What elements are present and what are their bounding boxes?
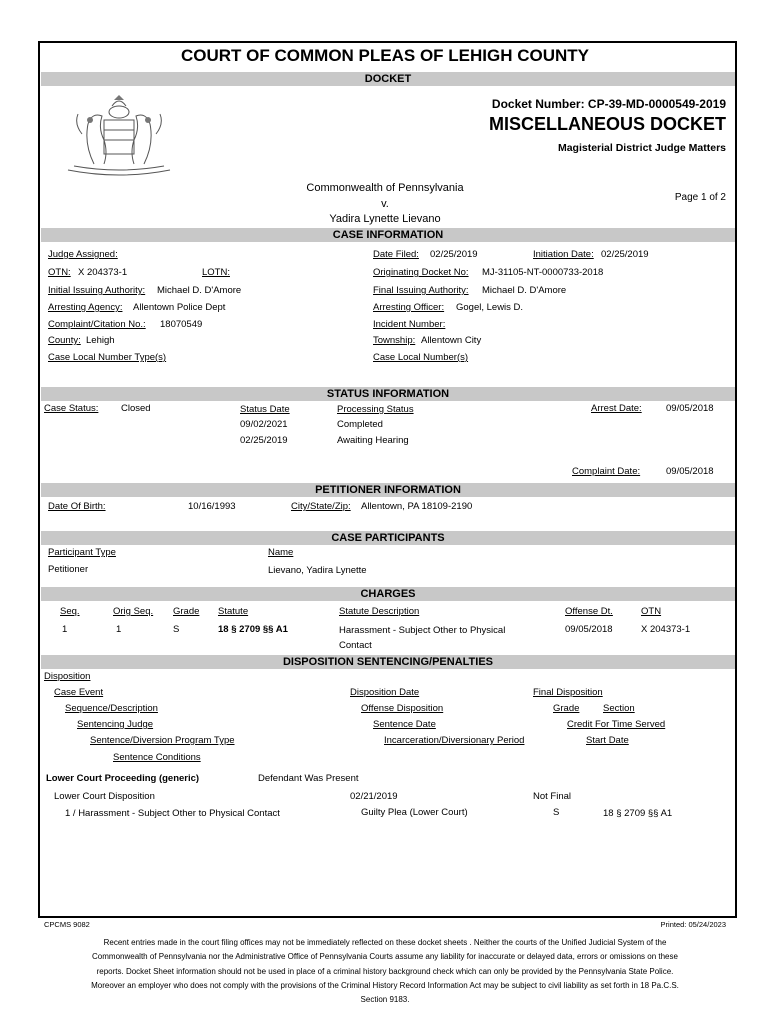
sentencing-judge-label: Sentencing Judge bbox=[77, 719, 154, 730]
offense-line: 1 / Harassment - Subject Other to Physical Contact bbox=[65, 808, 280, 819]
processing-status-label: Processing Status bbox=[337, 404, 414, 415]
sentence-date-label: Sentence Date bbox=[373, 719, 436, 730]
arrest-date-label: Arrest Date: bbox=[591, 403, 642, 414]
township: Allentown City bbox=[421, 335, 482, 346]
offense-disposition: Guilty Plea (Lower Court) bbox=[361, 807, 468, 818]
status-information-bar: STATUS INFORMATION bbox=[41, 387, 735, 401]
charges-header-description: Statute Description bbox=[339, 606, 420, 617]
lower-disposition-final: Not Final bbox=[533, 791, 572, 802]
proceeding-label: Lower Court Proceeding (generic) bbox=[46, 773, 200, 784]
otn: X 204373-1 bbox=[78, 267, 128, 278]
caption-line1: Commonwealth of Pennsylvania bbox=[306, 182, 464, 194]
initiation-date-label: Initiation Date: bbox=[533, 249, 594, 260]
arresting-agency-label: Arresting Agency: bbox=[48, 302, 123, 313]
docket-bar: DOCKET bbox=[41, 72, 735, 86]
caption-line2: v. bbox=[381, 198, 389, 210]
docket-number: Docket Number: CP-39-MD-0000549-2019 bbox=[491, 97, 726, 111]
lower-disposition-date: 02/21/2019 bbox=[350, 791, 398, 802]
offense-section: 18 § 2709 §§ A1 bbox=[603, 808, 673, 819]
township-label: Township: bbox=[373, 335, 416, 346]
charge-otn: X 204373-1 bbox=[641, 624, 691, 635]
complaint-date-label: Complaint Date: bbox=[572, 466, 641, 477]
case-status-label: Case Status: bbox=[44, 403, 99, 414]
caption-line3: Yadira Lynette Lievano bbox=[329, 213, 441, 225]
docket-subtype: Magisterial District Judge Matters bbox=[557, 142, 726, 154]
charges-header-otn: OTN bbox=[641, 606, 662, 617]
otn-label: OTN: bbox=[48, 267, 71, 278]
lotn-label: LOTN: bbox=[202, 267, 230, 278]
charge-description-line1: Harassment - Subject Other to Physical bbox=[339, 625, 506, 636]
proceeding-note: Defendant Was Present bbox=[258, 773, 359, 784]
printed-date: Printed: 05/24/2023 bbox=[660, 920, 726, 929]
disclaimer: Recent entries made in the court filing offices may not be immediately reflected on these docket sheets . Neither the courts of the Unified Judicial System of the Commonwealth of Pennsylvania nor the Administrative Office of Pennsylvania Courts assume any liability for inaccurate or delayed data, errors or omissions on these reports. Docket Sheet information should not be used in place of a criminal history background check which can only be provided by the Pennsylvania State Police. Moreover an employer who does not comply with the provisions of the Criminal History Record Information Act may be subject to civil liability as set forth in 18 Pa.C.S. Section 9183. bbox=[91, 938, 679, 1005]
city-state-zip-label: City/State/Zip: bbox=[291, 501, 351, 512]
initial-authority-label: Initial Issuing Authority: bbox=[48, 285, 146, 296]
grade-label: Grade bbox=[553, 703, 580, 714]
charges-header-statute: Statute bbox=[218, 606, 249, 617]
status-row-status: Completed bbox=[337, 419, 383, 430]
lower-disposition-label: Lower Court Disposition bbox=[54, 791, 155, 802]
petitioner-information-bar: PETITIONER INFORMATION bbox=[41, 483, 735, 497]
court-title: COURT OF COMMON PLEAS OF LEHIGH COUNTY bbox=[181, 46, 589, 65]
initiation-date: 02/25/2019 bbox=[601, 249, 649, 260]
charge-orig-seq: 1 bbox=[116, 624, 122, 635]
status-row-status: Awaiting Hearing bbox=[337, 435, 409, 446]
county: Lehigh bbox=[86, 335, 115, 346]
credit-time-served-label: Credit For Time Served bbox=[567, 719, 666, 730]
judge-assigned-label: Judge Assigned: bbox=[48, 249, 118, 260]
charge-description-line2: Contact bbox=[339, 640, 372, 651]
dob-label: Date Of Birth: bbox=[48, 501, 106, 512]
charge-offense-date: 09/05/2018 bbox=[565, 624, 613, 635]
case-local-type-label: Case Local Number Type(s) bbox=[48, 352, 167, 363]
status-row-date: 02/25/2019 bbox=[240, 435, 288, 446]
charge-seq: 1 bbox=[62, 624, 68, 635]
participant-name: Lievano, Yadira Lynette bbox=[268, 565, 367, 576]
dob: 10/16/1993 bbox=[188, 501, 236, 512]
date-filed-label: Date Filed: bbox=[373, 249, 419, 260]
charges-bar: CHARGES bbox=[41, 587, 735, 601]
final-authority-label: Final Issuing Authority: bbox=[373, 285, 469, 296]
arresting-officer: Gogel, Lewis D. bbox=[456, 302, 524, 313]
charge-statute: 18 § 2709 §§ A1 bbox=[218, 624, 288, 635]
case-event-label: Case Event bbox=[54, 687, 104, 698]
pennsylvania-seal-icon bbox=[54, 94, 184, 176]
date-filed: 02/25/2019 bbox=[430, 249, 478, 260]
case-status: Closed bbox=[121, 403, 151, 414]
disposition-bar: DISPOSITION SENTENCING/PENALTIES bbox=[41, 655, 735, 669]
originating-docket: MJ-31105-NT-0000733-2018 bbox=[482, 267, 604, 278]
disposition-date-label: Disposition Date bbox=[350, 687, 420, 698]
offense-grade: S bbox=[553, 807, 560, 818]
offense-disposition-label: Offense Disposition bbox=[361, 703, 444, 714]
final-authority: Michael D. D'Amore bbox=[482, 285, 567, 296]
status-row-date: 09/02/2021 bbox=[240, 419, 288, 430]
form-id: CPCMS 9082 bbox=[44, 920, 90, 929]
case-participants-bar: CASE PARTICIPANTS bbox=[41, 531, 735, 545]
arrest-date: 09/05/2018 bbox=[666, 403, 714, 414]
complaint-number: 18070549 bbox=[160, 319, 203, 330]
participant-type: Petitioner bbox=[48, 564, 89, 575]
case-information-bar: CASE INFORMATION bbox=[41, 228, 735, 242]
sentence-program-label: Sentence/Diversion Program Type bbox=[90, 735, 235, 746]
charge-grade: S bbox=[173, 624, 180, 635]
arresting-officer-label: Arresting Officer: bbox=[373, 302, 445, 313]
arresting-agency: Allentown Police Dept bbox=[133, 302, 226, 313]
participant-name-label: Name bbox=[268, 547, 294, 558]
status-date-label: Status Date bbox=[240, 404, 290, 415]
start-date-label: Start Date bbox=[586, 735, 629, 746]
initial-authority: Michael D. D'Amore bbox=[157, 285, 242, 296]
sequence-description-label: Sequence/Description bbox=[65, 703, 158, 714]
charges-header-orig-seq: Orig Seq. bbox=[113, 606, 154, 617]
docket-type: MISCELLANEOUS DOCKET bbox=[488, 114, 726, 134]
charges-header-seq: Seq. bbox=[60, 606, 80, 617]
city-state-zip: Allentown, PA 18109-2190 bbox=[361, 501, 473, 512]
page-number: Page 1 of 2 bbox=[674, 192, 726, 203]
case-local-number-label: Case Local Number(s) bbox=[373, 352, 469, 363]
final-disposition-label: Final Disposition bbox=[533, 687, 603, 698]
section-label: Section bbox=[603, 703, 635, 714]
complaint-date: 09/05/2018 bbox=[666, 466, 714, 477]
sentence-conditions-label: Sentence Conditions bbox=[113, 752, 201, 763]
charges-header-grade: Grade bbox=[173, 606, 200, 617]
originating-docket-label: Originating Docket No: bbox=[373, 267, 469, 278]
complaint-label: Complaint/Citation No.: bbox=[48, 319, 146, 330]
participant-type-label: Participant Type bbox=[48, 547, 116, 558]
incarceration-period-label: Incarceration/Diversionary Period bbox=[384, 735, 525, 746]
county-label: County: bbox=[48, 335, 81, 346]
charges-header-offense-dt: Offense Dt. bbox=[565, 606, 613, 617]
disposition-label: Disposition bbox=[44, 671, 91, 682]
incident-number-label: Incident Number: bbox=[373, 319, 446, 330]
